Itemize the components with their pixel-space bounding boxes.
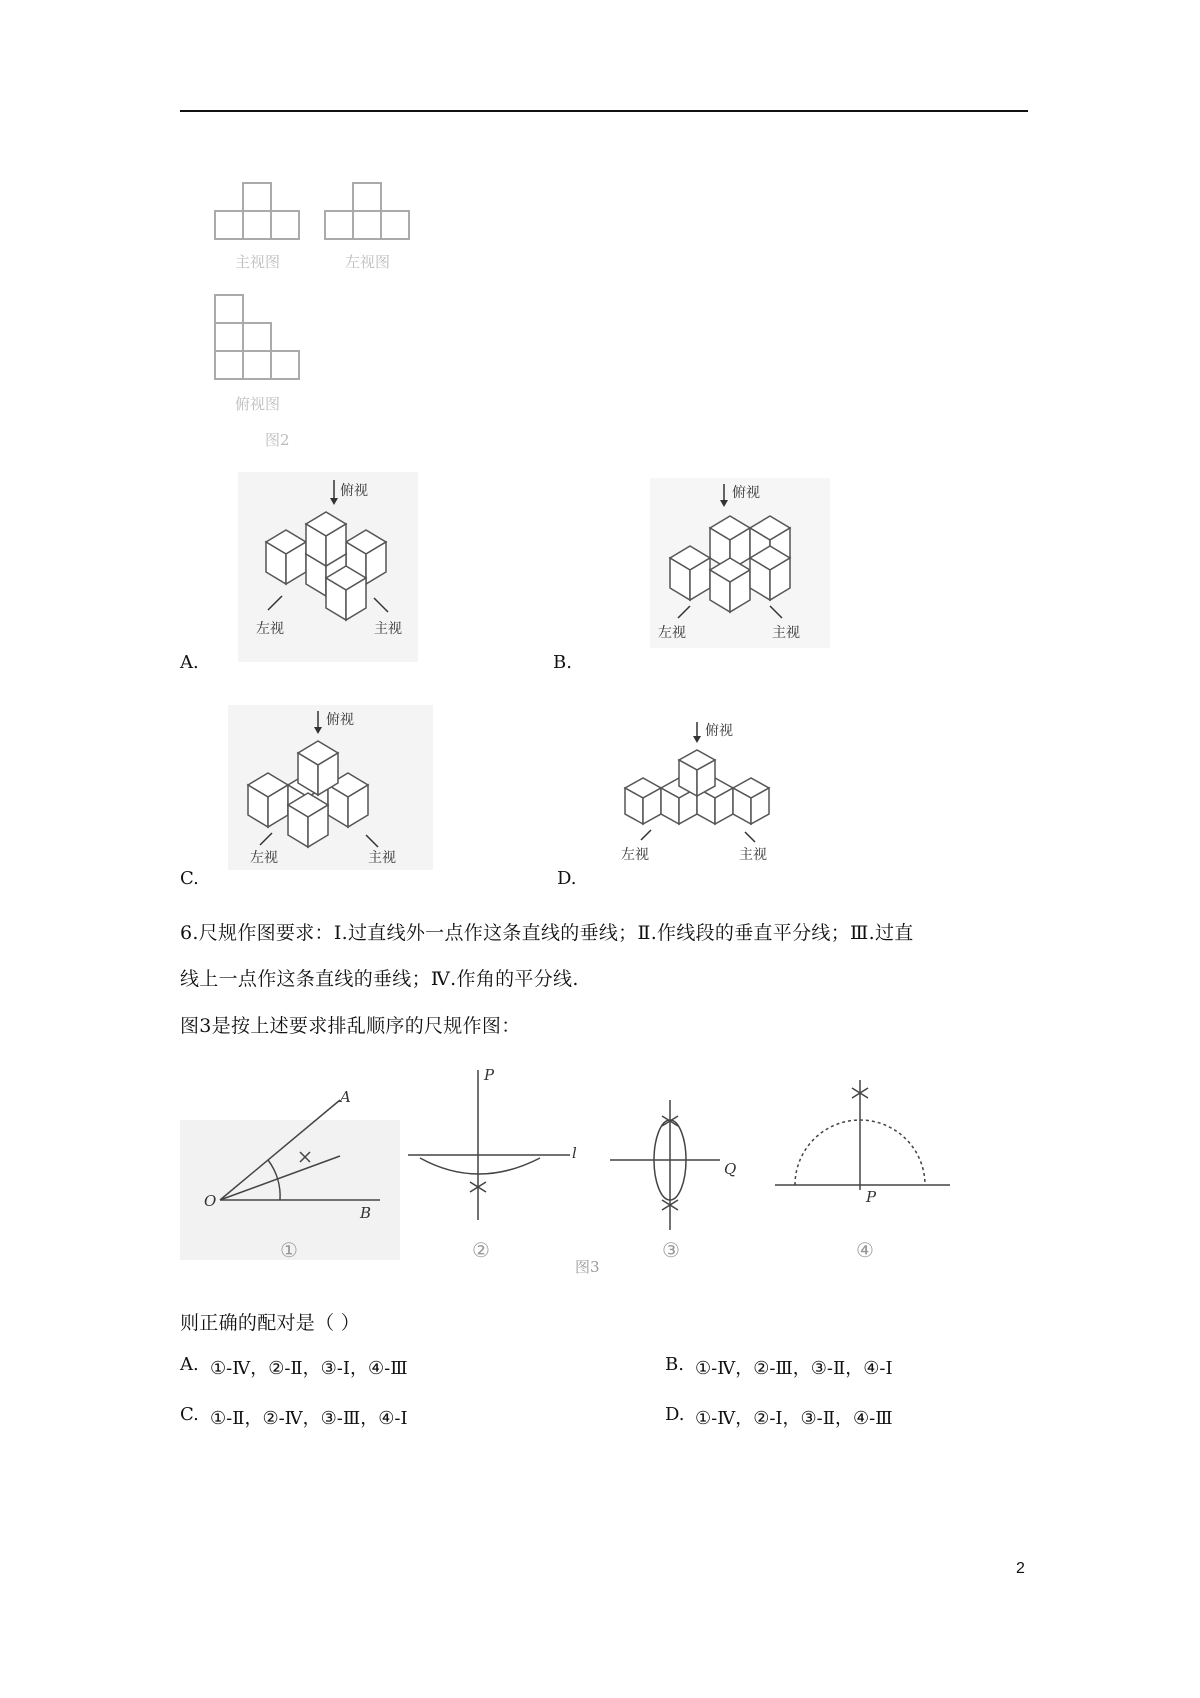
option-a-left-view-label: 左视 [256,621,284,637]
page-number: 2 [1016,1560,1025,1577]
figure-2 [215,175,455,455]
option-d-figure [605,720,790,875]
cubes-c-drawing [228,705,433,870]
panel-2-label: ② [472,1238,490,1262]
option-b-left-view-label: 左视 [658,625,686,641]
question-6-line-3: 图3是按上述要求排乱顺序的尺规作图： [180,1015,521,1037]
q6-option-b-text: ①-Ⅳ，②-Ⅲ，③-Ⅱ，④-Ⅰ [695,1358,893,1379]
q6-option-a-text: ①-Ⅳ，②-Ⅱ，③-Ⅰ，④-Ⅲ [210,1358,408,1379]
q6-option-b-label: B. [665,1354,684,1375]
q6-option-c-text: ①-Ⅱ，②-Ⅳ，③-Ⅲ，④-Ⅰ [210,1408,408,1429]
top-view-label: 俯视图 [235,395,281,413]
q6-option-d-label: D. [665,1404,685,1425]
left-view-label: 左视图 [345,253,391,271]
question-6-prompt: 则正确的配对是（ ） [180,1312,361,1334]
option-c-label: C. [180,868,199,889]
label-p-4: P [866,1188,877,1206]
label-q: Q [724,1160,737,1178]
figure-3 [180,1060,960,1275]
label-p: P [484,1066,495,1084]
question-6-line-2: 线上一点作这条直线的垂线；Ⅳ.作角的平分线. [180,968,579,990]
question-6-line-1: 6.尺规作图要求：Ⅰ.过直线外一点作这条直线的垂线；Ⅱ.作线段的垂直平分线；Ⅲ.过直 [180,922,914,944]
q6-option-a-label: A. [180,1354,199,1375]
option-c-top-view-label: 俯视 [326,712,354,728]
option-d-front-view-label: 主视 [739,847,767,863]
option-b-figure [650,478,830,648]
option-c-front-view-label: 主视 [368,850,396,866]
option-a-top-view-label: 俯视 [340,483,368,499]
option-a-label: A. [180,652,199,673]
option-d-label: D. [557,868,577,889]
front-view-label: 主视图 [235,253,281,271]
option-c-figure [228,705,433,870]
option-b-front-view-label: 主视 [772,625,800,641]
label-b: B [360,1204,372,1222]
option-d-left-view-label: 左视 [621,847,649,863]
option-b-top-view-label: 俯视 [732,485,760,501]
figure-2-caption: 图2 [265,431,290,449]
label-o: O [204,1192,217,1210]
panel-3-label: ③ [662,1238,680,1262]
option-a-figure [238,472,418,662]
label-a: A [340,1088,351,1106]
header-rule [180,110,1028,112]
option-d-top-view-label: 俯视 [705,723,733,739]
q6-option-d-text: ①-Ⅳ，②-Ⅰ，③-Ⅱ，④-Ⅲ [695,1408,893,1429]
label-l: l [572,1144,577,1162]
panel-1-label: ① [280,1238,298,1262]
figure-3-caption: 图3 [575,1258,600,1276]
option-b-label: B. [553,652,572,673]
panel-4-label: ④ [856,1238,874,1262]
option-c-left-view-label: 左视 [250,850,278,866]
option-a-front-view-label: 主视 [374,621,402,637]
q6-option-c-label: C. [180,1404,199,1425]
